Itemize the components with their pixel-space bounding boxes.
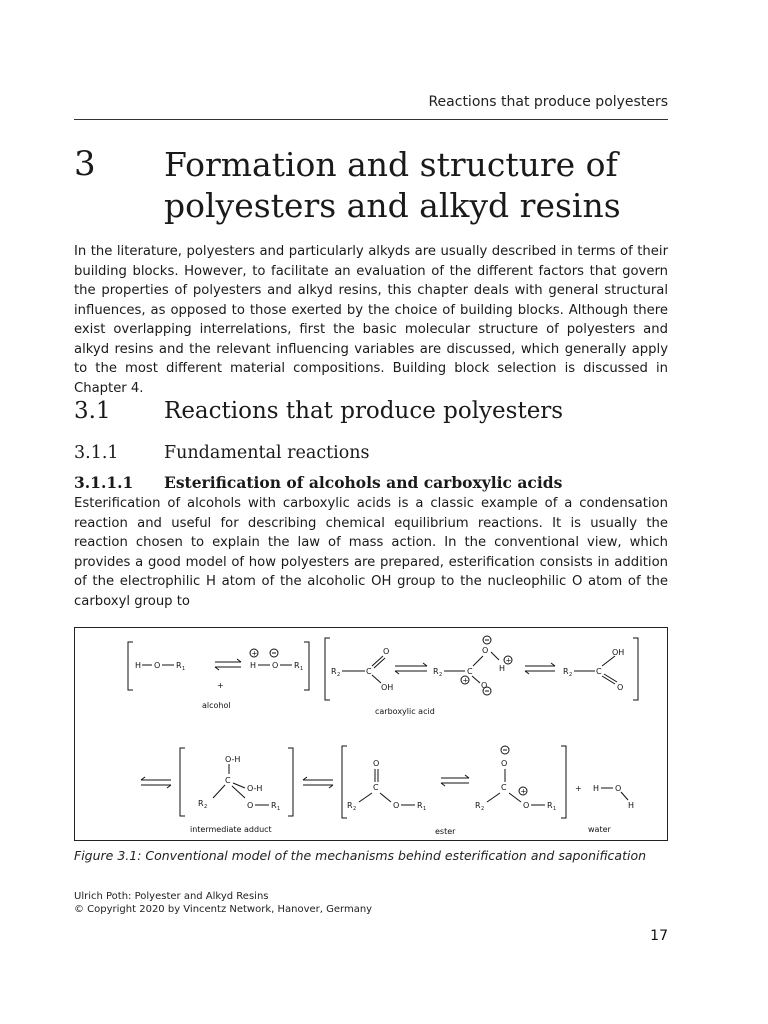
svg-text:OH: OH [381,683,394,692]
footer-book-title: Ulrich Poth: Polyester and Alkyd Resins [74,891,269,902]
equilibrium-arrow-1 [215,659,241,670]
esterification-paragraph: Esterification of alcohols with carboxylic acids is a classic example of a condensation reaction and useful for describing chemical equilibrium reactions. It is usually the reaction chosen to explain the law of mass action. In the conventional view, which provides a good model of how polyesters are prepared, esterification consists in addition of the electrophilic H atom of the alcoholic OH group to the nucleophilic O atom of the carboxyl group to [74,496,668,609]
svg-text:H: H [628,801,635,810]
figure-reaction-scheme [74,627,668,841]
svg-text:O: O [482,646,489,655]
equilibrium-arrow-6 [441,775,469,786]
svg-text:2: 2 [439,672,443,678]
equilibrium-arrow-4 [141,777,171,788]
svg-text:O-H: O-H [247,784,263,793]
svg-text:R: R [176,661,182,670]
equilibrium-arrow-3 [525,663,555,674]
section-number: 3.1 [74,398,111,424]
chapter-number: 3 [74,144,96,184]
bracket-left-2 [325,638,330,700]
page-number: 17 [650,928,668,944]
svg-text:R: R [475,801,481,810]
svg-text:C: C [596,667,602,676]
svg-text:R: R [347,801,353,810]
svg-text:1: 1 [182,666,186,672]
bracket-right-3 [288,748,293,816]
plus-sign-1: + [217,681,224,690]
svg-text:O: O [481,681,488,690]
footer-copyright: © Copyright 2020 by Vincentz Network, Hanover, Germany [74,904,373,915]
svg-text:C: C [373,783,379,792]
equilibrium-arrow-5 [303,777,333,788]
bracket-right-2 [633,638,638,700]
subsubsection-number: 3.1.1.1 [74,473,134,492]
svg-text:2: 2 [569,672,573,678]
subsection-title: Fundamental reactions [164,443,370,463]
svg-text:2: 2 [353,806,357,812]
chapter-title-line-1: Formation and structure of [164,145,618,184]
svg-text:C: C [501,783,507,792]
chapter-title-line-2: polyesters and alkyd resins [164,186,621,225]
svg-text:2: 2 [481,806,485,812]
svg-text:R: R [198,799,204,808]
svg-text:O: O [383,647,390,656]
reaction-scheme-drawing [75,628,669,842]
svg-text:O: O [247,801,254,810]
svg-text:1: 1 [423,806,427,812]
copyright-footer [74,890,372,916]
svg-text:+: + [520,787,527,796]
activated-alcohol [250,649,303,672]
svg-text:2: 2 [337,672,341,678]
svg-text:+: + [251,649,258,658]
label-carboxylic-acid: carboxylic acid [375,707,435,716]
svg-text:O: O [617,683,624,692]
svg-text:R: R [433,667,439,676]
svg-text:2: 2 [204,804,208,810]
svg-text:O: O [373,759,380,768]
svg-text:O: O [272,661,279,670]
svg-text:R: R [563,667,569,676]
svg-text:O-H: O-H [225,755,241,764]
svg-text:1: 1 [300,666,304,672]
svg-text:O: O [154,661,161,670]
svg-text:H: H [250,661,257,670]
svg-text:R: R [417,801,423,810]
svg-text:+: + [575,784,582,793]
label-intermediate-adduct: intermediate adduct [190,825,272,834]
svg-text:H: H [593,784,600,793]
svg-text:1: 1 [277,806,281,812]
svg-text:OH: OH [612,648,625,657]
protonated-acid [563,648,624,692]
intro-paragraph: In the literature, polyesters and particularly alkyds are usually described in terms of their building blocks. However, to facilitate an evaluation of the different factors that govern the properties of polyesters and alkyd resins, this chapter deals with general structural influences, as opposed to those exerted by the choice of building blocks. Although there exist overlapping interrelations, first the basic molecular structure of polyesters and alkyd resins and the relevant influencing variables are discussed, which generally apply to the most different material compositions. Building block selection is discussed in Chapter 4. [74,244,668,396]
bracket-left-1 [128,642,133,690]
intermediate-adduct-molecule [198,755,280,812]
figure-caption: Figure 3.1: Conventional model of the mechanisms behind esterification and saponification [74,848,647,863]
svg-text:O: O [501,759,508,768]
svg-text:C: C [225,776,231,785]
svg-text:1: 1 [553,806,557,812]
label-ester: ester [435,827,456,836]
svg-text:R: R [271,801,277,810]
running-head: Reactions that produce polyesters [428,94,668,110]
section-title: Reactions that produce polyesters [164,398,564,424]
carboxylic-acid-molecule [331,647,393,692]
svg-text:+: + [462,676,469,685]
label-alcohol: alcohol [202,701,231,710]
svg-text:H: H [135,661,142,670]
svg-text:R: R [547,801,553,810]
subsection-number: 3.1.1 [74,443,119,463]
bracket-right-4 [561,746,566,818]
chapter-title [164,144,684,226]
svg-text:O: O [523,801,530,810]
svg-text:C: C [467,667,473,676]
svg-text:H: H [499,664,506,673]
water-molecule [575,784,634,810]
ester-molecule-2 [475,746,556,812]
svg-text:R: R [331,667,337,676]
equilibrium-arrow-2 [395,663,427,674]
carbocation-intermediate [433,636,512,695]
header-rule [74,119,668,120]
svg-text:O: O [393,801,400,810]
svg-text:O: O [615,784,622,793]
bracket-right-1 [304,642,309,690]
subsubsection-title: Esterification of alcohols and carboxylic acids [164,473,563,492]
alcohol-molecule [135,661,185,672]
svg-text:+: + [505,656,512,665]
svg-text:R: R [294,661,300,670]
svg-text:C: C [366,667,372,676]
label-water: water [588,825,611,834]
ester-molecule-1 [347,759,426,812]
bracket-left-3 [180,748,185,816]
